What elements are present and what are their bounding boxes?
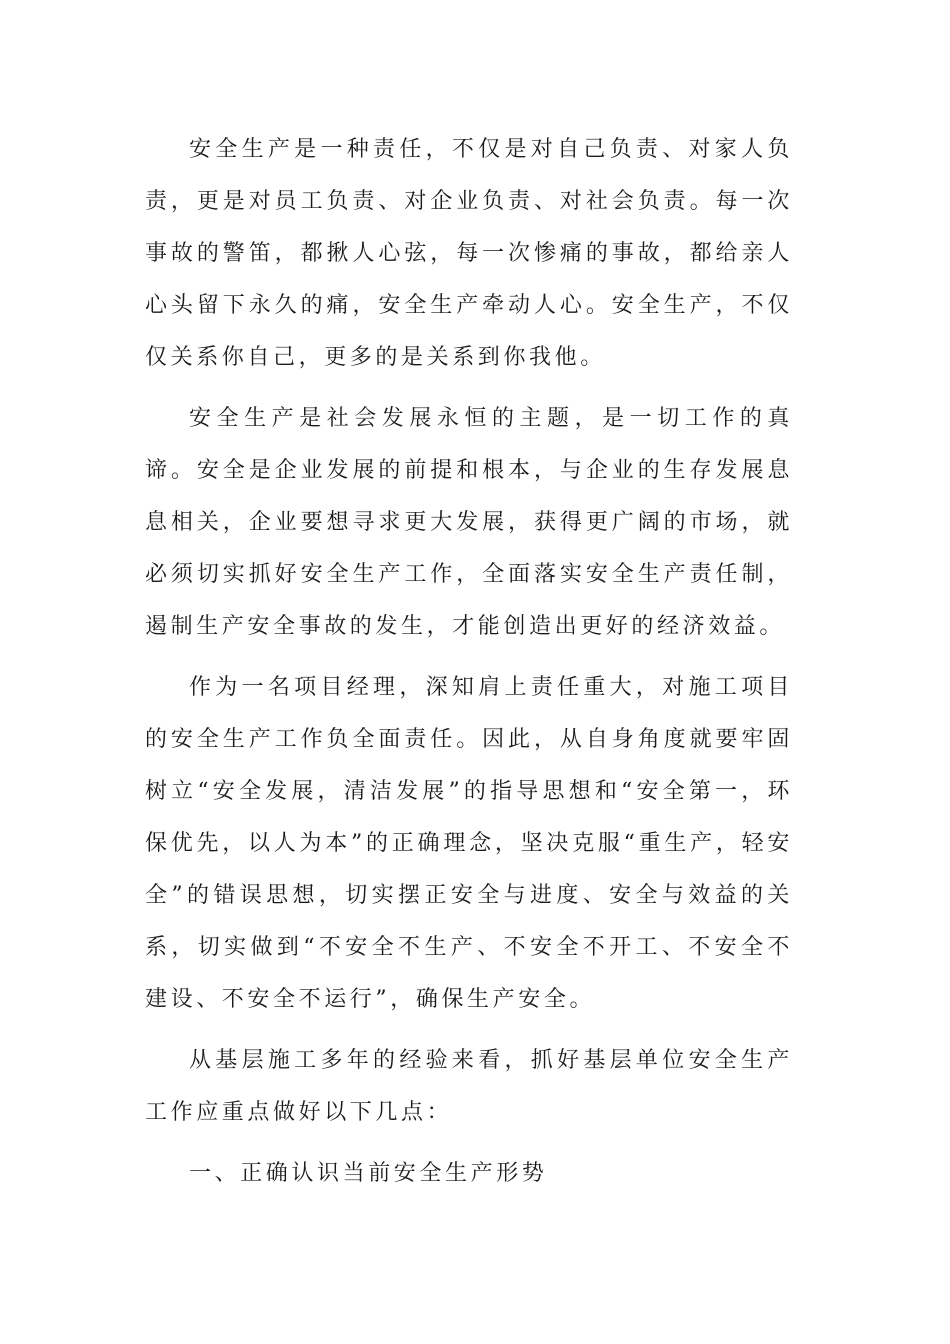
paragraph-1: 安全生产是一种责任，不仅是对自己负责、对家人负责，更是对员工负责、对企业负责、对社会负责。每一次事故的警笛，都揪人心弦，每一次惨痛的事故，都给亲人心头留下永久的痛，安全生产牵动人心。安全生产，不仅仅关系你自己，更多的是关系到你我他。	[145, 137, 793, 370]
section-heading: 一、正确认识当前安全生产形势	[189, 1161, 548, 1186]
document-body	[145, 124, 793, 1200]
paragraph-2: 安全生产是社会发展永恒的主题，是一切工作的真谛。安全是企业发展的前提和根本，与企业的生存发展息息相关，企业要想寻求更大发展，获得更广阔的市场，就必须切实抓好安全生产工作，全面落实安全生产责任制，遏制生产安全事故的发生，才能创造出更好的经济效益。	[145, 406, 793, 639]
paragraph-3: 作为一名项目经理，深知肩上责任重大，对施工项目的安全生产工作负全面责任。因此，从自身角度就要牢固树立“安全发展，清洁发展”的指导思想和“安全第一，环保优先，以人为本”的正确理念，坚决克服“重生产，轻安全”的错误思想，切实摆正安全与进度、安全与效益的关系，切实做到“不安全不生产、不安全不开工、不安全不建设、不安全不运行”，确保生产安全。	[145, 675, 793, 1012]
paragraph-4: 从基层施工多年的经验来看，抓好基层单位安全生产工作应重点做好以下几点：	[145, 1048, 793, 1125]
